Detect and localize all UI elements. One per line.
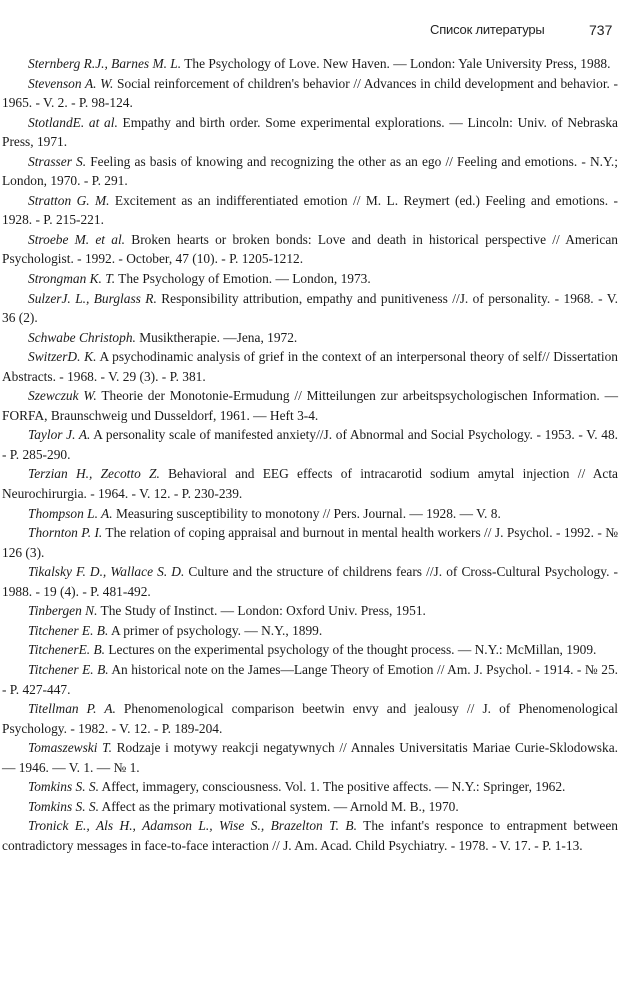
- reference-entry: [2, 621, 618, 641]
- reference-author: Tomaszewski T.: [28, 740, 112, 756]
- reference-entry: [2, 699, 618, 738]
- reference-text: Responsibility attribution, empathy and punitiveness //J. of personality. - 1968. - V. 36 (2).: [2, 290, 618, 326]
- reference-author: Sternberg R.J., Barnes M. L.: [28, 56, 182, 71]
- reference-author: Tikalsky F. D., Wallace S. D.: [28, 564, 185, 580]
- reference-text: Feeling as basis of knowing and recognizing the other as an ego // Feeling and emotions. - N.Y.; London, 1970. - P. 291.: [2, 153, 618, 189]
- reference-author: Titchener E. B.: [28, 622, 109, 638]
- reference-author: Schwabe Christoph.: [28, 329, 136, 345]
- reference-text: Phenomenological comparison beetwin envy and jealousy // J. of Phenomenological Psychology. - 1982. - V. 12. - P. 189-204.: [2, 701, 618, 736]
- reference-text: Empathy and birth order. Some experimental explorations. — Lincoln: Univ. of Nebraska Press, 1971.: [2, 114, 618, 150]
- reference-author: Titchener E. B.: [28, 661, 109, 677]
- reference-entry: [2, 464, 618, 503]
- reference-entry: [2, 347, 618, 386]
- reference-author: Stratton G. M.: [28, 192, 110, 208]
- reference-entry: [2, 74, 618, 113]
- reference-entry: [2, 601, 618, 621]
- reference-entry: [2, 523, 618, 562]
- reference-text: Behavioral and EEG effects of intracarotid sodium amytal injection // Acta Neurochirurgia. - 1964. - V. 12. - P. 230-239.: [2, 466, 618, 502]
- reference-author: Tomkins S. S.: [28, 779, 99, 795]
- reference-entry: [2, 640, 618, 660]
- reference-text: An historical note on the James—Lange Theory of Emotion // Am. J. Psychol. - 1914. - № 25. - P. 427-447.: [2, 661, 618, 697]
- reference-entry: [2, 289, 618, 328]
- reference-entry: [2, 562, 618, 601]
- reference-text: A psychodinamic analysis of grief in the context of an interpersonal theory of self// Dissertation Abstracts. - 1968. - V. 29 (3). - P. 381.: [2, 349, 619, 384]
- reference-text: Musiktherapie. —Jena, 1972.: [135, 329, 298, 345]
- reference-author: SwitzerD. K.: [28, 349, 97, 365]
- reference-text: Culture and the structure of childrens fears //J. of Cross-Cultural Psychology. - 1988. - 19 (4). - P. 481-492.: [2, 564, 618, 599]
- reference-author: Strongman K. T.: [28, 271, 116, 287]
- reference-text: The Study of Instinct. — London: Oxford Univ. Press, 1951.: [97, 603, 426, 619]
- reference-entry: [2, 777, 618, 797]
- reference-entry: [2, 816, 618, 855]
- reference-text: The Psychology of Love. New Haven. — London: Yale University Press, 1988.: [181, 56, 611, 71]
- reference-text: Affect as the primary motivational system. — Arnold M. B., 1970.: [98, 798, 459, 814]
- reference-entry: [2, 660, 618, 699]
- reference-entry: [2, 191, 618, 230]
- reference-author: Terzian H., Zecotto Z.: [28, 466, 160, 482]
- reference-author: Tomkins S. S.: [28, 798, 99, 814]
- reference-text: Affect, immagery, consciousness. Vol. 1. The positive affects. — N.Y.: Springer, 1962.: [98, 779, 566, 795]
- reference-author: Tronick E., Als H., Adamson L., Wise S., Brazelton T. B.: [28, 818, 357, 834]
- reference-text: A primer of psychology. — N.Y., 1899.: [108, 622, 323, 638]
- reference-text: Measuring susceptibility to monotony // Pers. Journal. — 1928. — V. 8.: [112, 505, 501, 521]
- reference-author: Taylor J. A.: [28, 427, 91, 443]
- reference-entry: [2, 797, 618, 817]
- running-header: [0, 22, 620, 42]
- reference-text: The Psychology of Emotion. — London, 1973.: [115, 271, 371, 287]
- reference-entry: [2, 54, 618, 74]
- reference-text: Excitement as an indifferentiated emotion // M. L. Reymert (ed.) Feeling and emotions. - 1928. - P. 215-221.: [2, 192, 618, 228]
- reference-entry: [2, 738, 618, 777]
- reference-entry: [2, 113, 618, 152]
- reference-text: A personality scale of manifested anxiety//J. of Abnormal and Social Psychology. - 1953. - V. 48. - P. 285-290.: [2, 427, 618, 462]
- reference-author: Stevenson A. W.: [28, 75, 114, 91]
- reference-text: The infant's responce to entrapment between contradictory messages in face-to-face interaction // J. Am. Acad. Child Psychiatry. - 1978. - V. 17. - P. 1-13.: [2, 818, 618, 853]
- reference-text: Social reinforcement of children's behavior // Advances in child development and behavior. - 1965. - V. 2. - P. 98-124.: [2, 75, 619, 111]
- reference-author: Szewczuk W.: [28, 388, 97, 404]
- page-number: 737: [589, 22, 613, 38]
- reference-entry: [2, 425, 618, 464]
- reference-author: SulzerJ. L., Burglass R.: [28, 290, 157, 306]
- reference-entry: [2, 386, 618, 425]
- reference-text: Lectures on the experimental psychology of the thought process. — N.Y.: McMillan, 1909.: [104, 642, 597, 658]
- reference-entry: [2, 152, 618, 191]
- reference-author: Strasser S.: [28, 153, 87, 169]
- reference-text: Broken hearts or broken bonds: Love and death in historical perspective // American Psychologist. - 1992. - October, 47 (10). - P. 1205-1212.: [2, 231, 618, 267]
- reference-author: Titellman P. A.: [28, 701, 116, 717]
- reference-entry: [2, 269, 618, 289]
- reference-author: Thompson L. A.: [28, 505, 113, 521]
- reference-author: TitchenerE. B.: [28, 642, 105, 658]
- section-title: Список литературы: [430, 22, 545, 37]
- reference-text: The relation of coping appraisal and burnout in mental health workers // J. Psychol. - 1992. - № 126 (3).: [2, 525, 618, 560]
- reference-author: Thornton P. I.: [28, 525, 103, 541]
- reference-entry: [2, 230, 618, 269]
- reference-author: Stroebe M. et al.: [28, 231, 126, 247]
- reference-author: StotlandE. at al.: [28, 114, 118, 130]
- reference-entry: [2, 504, 618, 524]
- reference-author: Tinbergen N.: [28, 603, 98, 619]
- reference-text: Rodzaje i motywy reakcji negatywnych // Annales Universitatis Mariae Curie-Sklodowska. — 1946. — V. 1. — № 1.: [2, 740, 618, 775]
- reference-list: [2, 54, 618, 855]
- reference-entry: [2, 328, 618, 348]
- reference-text: Theorie der Monotonie-Ermudung // Mitteilungen zur arbeitspsychologischen Information. — FORFA, Braunschweig und Dusseldorf, 1961. — Heft 3-4.: [2, 388, 618, 423]
